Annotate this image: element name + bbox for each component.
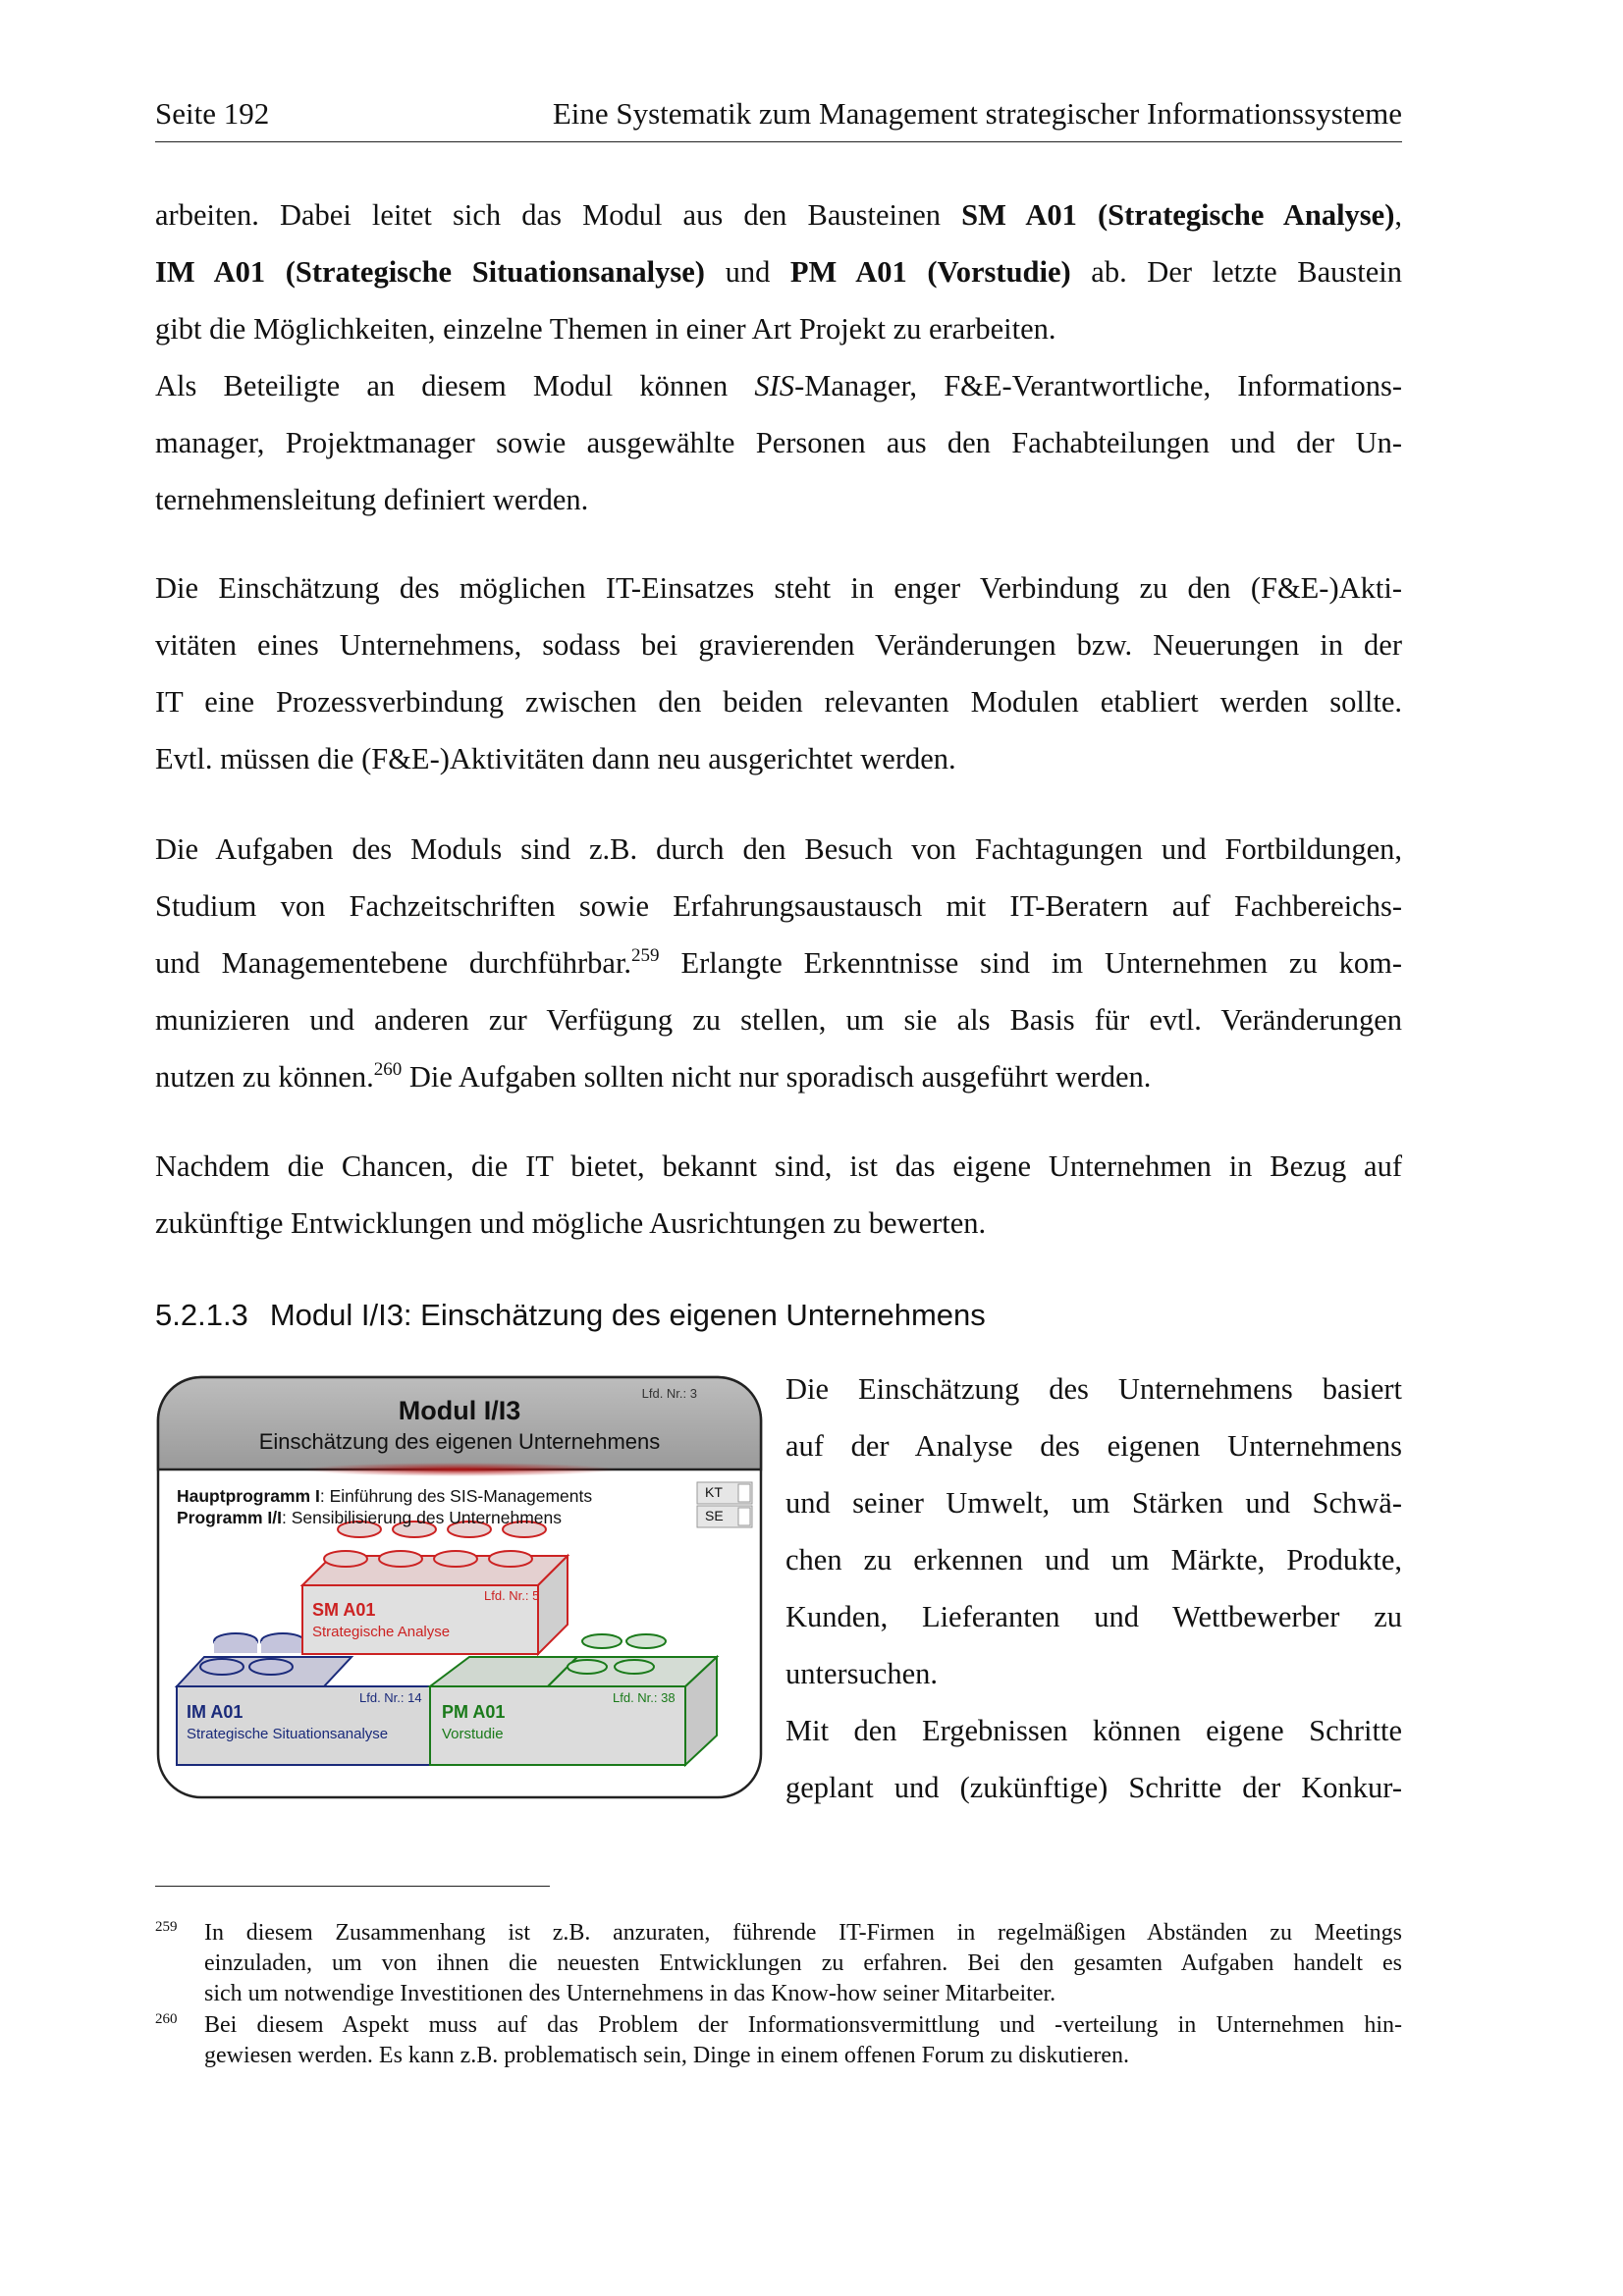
text-line: Evtl. müssen die (F&E-)Aktivitäten dann neu ausgerichtet werden. [155,742,956,775]
programm-line: Programm I/I: Sensibilisierung des Unternehmens [177,1508,563,1527]
running-title: Eine Systematik zum Management strategischer Informationssysteme [552,96,1402,131]
paragraph-2 [155,560,1402,787]
text-line: munizieren und anderen zur Verfügung zu stellen, um sie als Basis für evtl. Veränderungen [155,1003,1402,1037]
sm-name: Strategische Analyse [312,1624,451,1640]
paragraph-4 [155,1138,1402,1252]
text-line: zukünftige Entwicklungen und mögliche Ausrichtungen zu bewerten. [155,1206,987,1240]
text-line: Die Einschätzung des möglichen IT-Einsatzes steht in enger Verbindung zu den (F&E-)Akti- [155,571,1402,605]
text-line: Kunden, Lieferanten und Wettbewerber zu [785,1600,1402,1633]
text-line: nutzen zu können.$^{260}$ Die Aufgaben sollten nicht nur sporadisch ausgeführt werden. [155,1059,1152,1094]
footnote-number: 259 [155,1919,178,1935]
page-number: Seite 192 [155,96,270,131]
pm-code: PM A01 [442,1702,506,1722]
text-line: auf der Analyse des eigenen Unternehmens [785,1429,1402,1463]
sm-code: SM A01 [312,1600,376,1620]
footnote-number: 260 [155,2011,178,2027]
text-line: ternehmensleitung definiert werden. [155,483,589,516]
paragraph-1 [155,187,1402,528]
text-line: Die Aufgaben des Moduls sind z.B. durch den Besuch von Fachtagungen und Fortbildungen, [155,832,1402,866]
footnote-line: Bei diesem Aspekt muss auf das Problem der Informationsvermittlung und -verteilung in Unternehmen hin- [204,2012,1402,2038]
footnote-ref-259[interactable]: 259 [631,945,660,966]
section-title: Modul I/I3: Einschätzung des eigenen Unternehmens [269,1298,986,1332]
pm-lfd: Lfd. Nr.: 38 [613,1690,676,1705]
paragraph-3 [155,821,1402,1105]
text-line: Als Beteiligte an diesem Modul können SIS-Manager, F&E-Verantwortliche, Informations- [155,369,1402,402]
text-line: untersuchen. [785,1657,938,1690]
im-code: IM A01 [187,1702,243,1722]
figure-side-text [785,1361,1402,1816]
footnote-line: In diesem Zusammenhang ist z.B. anzuraten, führende IT-Firmen in regelmäßigen Abständen zu Meetings [204,1920,1402,1946]
module-figure [155,1374,764,1800]
text-line: Studium von Fachzeitschriften sowie Erfahrungsaustausch mit IT-Beratern auf Fachbereichs- [155,889,1402,923]
text-line: geplant und (zukünftige) Schritte der Konkur- [785,1771,1402,1804]
module-title: Modul I/I3 [398,1396,521,1425]
text-line: und seiner Umwelt, um Stärken und Schwä- [785,1486,1402,1520]
module-subtitle: Einschätzung des eigenen Unternehmens [258,1429,661,1454]
page-header [155,96,1402,142]
sm-lfd: Lfd. Nr.: 5 [484,1588,540,1603]
footnote-rule [155,1886,550,1887]
se-label: SE [705,1508,724,1523]
kt-label: KT [705,1484,723,1500]
footnote-line: gewiesen werden. Es kann z.B. problematisch sein, Dinge in einem offenen Forum zu diskutieren. [204,2043,1129,2068]
im-name: Strategische Situationsanalyse [187,1726,389,1742]
header-underline [302,1463,617,1476]
text-line: gibt die Möglichkeiten, einzelne Themen in einer Art Projekt zu erarbeiten. [155,312,1056,346]
text-line: Mit den Ergebnissen können eigene Schritte [785,1714,1402,1747]
text-line: manager, Projektmanager sowie ausgewählte Personen aus den Fachabteilungen und der Un- [155,426,1402,459]
im-lfd: Lfd. Nr.: 14 [359,1690,422,1705]
text-line: und Managementebene durchführbar.$^{259}$ Erlangte Erkenntnisse sind im Unternehmen zu kom- [155,945,1402,980]
text-line: arbeiten. Dabei leitet sich das Modul aus den Bausteinen SM A01 (Strategische Analyse), [155,198,1402,232]
text-line: Nachdem die Chancen, die IT bietet, bekannt sind, ist das eigene Unternehmen in Bezug auf [155,1149,1402,1183]
hauptprogramm-line: Hauptprogramm I: Einführung des SIS-Managements [177,1486,593,1506]
text-line: vitäten eines Unternehmens, sodass bei gravierenden Veränderungen bzw. Neuerungen in der [155,628,1402,662]
footnote-line: einzuladen, um von ihnen die neuesten Entwicklungen zu erfahren. Bei den gesamten Aufgaben handelt es [204,1950,1402,1976]
section-number: 5.2.1.3 [155,1298,248,1332]
lfd-main: Lfd. Nr.: 3 [641,1386,697,1401]
section-heading [155,1298,1007,1333]
text-line: IT eine Prozessverbindung zwischen den beiden relevanten Modulen etabliert werden sollte. [155,685,1402,719]
footnote-line: sich um notwendige Investitionen des Unternehmens in das Know-how seiner Mitarbeiter. [204,1981,1056,2006]
text-line: Die Einschätzung des Unternehmens basiert [785,1372,1402,1406]
text-line: chen zu erkennen und um Märkte, Produkte, [785,1543,1402,1576]
footnote-ref-260[interactable]: 260 [373,1059,403,1080]
text-line: IM A01 (Strategische Situationsanalyse) und PM A01 (Vorstudie) ab. Der letzte Baustein [155,255,1402,289]
pm-name: Vorstudie [442,1726,504,1742]
